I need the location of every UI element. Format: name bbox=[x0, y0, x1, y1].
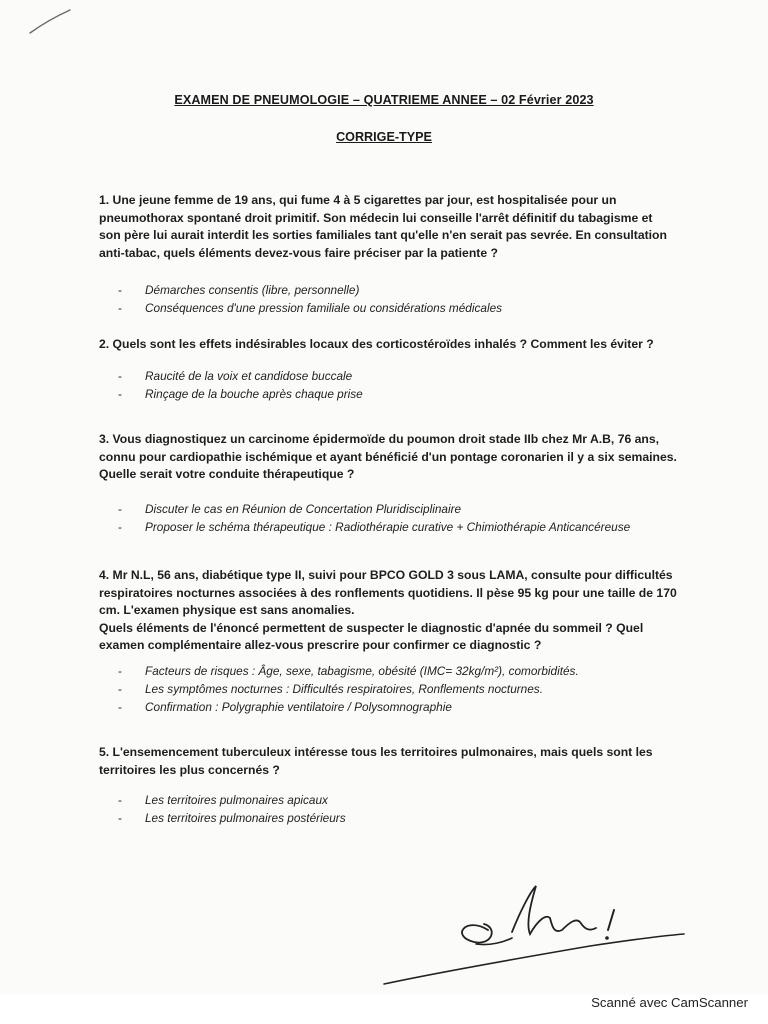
bullet-dash: - bbox=[118, 387, 122, 401]
question-line: 5. L'ensemencement tuberculeux intéresse tous les territoires pulmonaires, mais quels sont les bbox=[99, 745, 653, 759]
question-5 bbox=[99, 744, 684, 779]
bullet-dash: - bbox=[118, 369, 122, 383]
bullet-dash: - bbox=[118, 700, 122, 714]
question-line: 1. Une jeune femme de 19 ans, qui fume 4 à 5 cigarettes par jour, est hospitalisée pour un bbox=[99, 193, 617, 207]
question-line: territoires les plus concernés ? bbox=[99, 762, 280, 777]
bullet-dash: - bbox=[118, 682, 122, 696]
scanner-watermark: Scanné avec CamScanner bbox=[591, 995, 748, 1010]
answers-3 bbox=[118, 500, 630, 536]
question-line: pneumothorax spontané droit primitif. Son médecin lui conseille l'arrêt définitif du tabagisme et bbox=[99, 210, 653, 225]
question-line: 3. Vous diagnostiquez un carcinome épidermoïde du poumon droit stade IIb chez Mr A.B, 76 ans, bbox=[99, 432, 660, 446]
question-line: examen complémentaire allez-vous prescrire pour confirmer ce diagnostic ? bbox=[99, 638, 542, 652]
handwritten-signature bbox=[380, 872, 690, 992]
exam-title: EXAMEN DE PNEUMOLOGIE – QUATRIEME ANNEE – 02 Février 2023 bbox=[174, 93, 594, 107]
answers-4 bbox=[118, 662, 579, 716]
question-line: respiratoires nocturnes associées à des ronflements quotidiens. Il pèse 95 kg pour une taille de 170 bbox=[99, 585, 677, 600]
bullet-dash: - bbox=[118, 301, 122, 315]
answer-item: - Démarches consentis (libre, personnelle) bbox=[118, 283, 360, 297]
answer-item: - Les symptômes nocturnes : Difficultés respiratoires, Ronflements nocturnes. bbox=[118, 682, 543, 696]
bullet-dash: - bbox=[118, 520, 122, 534]
answers-1 bbox=[118, 281, 502, 317]
question-1 bbox=[99, 192, 684, 262]
answers-2 bbox=[118, 367, 363, 403]
answer-item: - Proposer le schéma thérapeutique : Radiothérapie curative + Chimiothérapie Anticancéreuse bbox=[118, 520, 631, 534]
question-3 bbox=[99, 431, 684, 484]
bullet-dash: - bbox=[118, 811, 122, 825]
answer-item: - Conséquences d'une pression familiale ou considérations médicales bbox=[118, 301, 503, 315]
answer-item: - Discuter le cas en Réunion de Concertation Pluridisciplinaire bbox=[118, 502, 462, 516]
bullet-dash: - bbox=[118, 502, 122, 516]
answer-item: - Confirmation : Polygraphie ventilatoire / Polysomnographie bbox=[118, 700, 452, 714]
question-line: Quelle serait votre conduite thérapeutique ? bbox=[99, 467, 355, 481]
exam-subtitle: CORRIGE-TYPE bbox=[336, 130, 432, 144]
question-line: 2. Quels sont les effets indésirables locaux des corticostéroïdes inhalés ? Comment les éviter ? bbox=[99, 337, 654, 351]
answer-item: - Les territoires pulmonaires apicaux bbox=[118, 793, 328, 807]
bullet-dash: - bbox=[118, 793, 122, 807]
answers-5 bbox=[118, 791, 346, 827]
answer-item: - Rinçage de la bouche après chaque prise bbox=[118, 387, 363, 401]
bullet-dash: - bbox=[118, 664, 122, 678]
answer-item: - Les territoires pulmonaires postérieurs bbox=[118, 811, 346, 825]
question-line: cm. L'examen physique est sans anomalies. bbox=[99, 603, 355, 617]
bullet-dash: - bbox=[118, 283, 122, 297]
answer-item: - Raucité de la voix et candidose buccale bbox=[118, 369, 353, 383]
answer-item: - Facteurs de risques : Âge, sexe, tabagisme, obésité (IMC= 32kg/m²), comorbidités. bbox=[118, 664, 579, 678]
question-line: son père lui aurait interdit les sorties familiales tant qu'elle n'en serait pas sevrée. En consultation bbox=[99, 228, 667, 242]
question-2 bbox=[99, 336, 684, 354]
question-4 bbox=[99, 567, 684, 655]
question-line: connu pour cardiopathie ischémique et ayant bénéficié d'un pontage coronarien il y a six semaines. bbox=[99, 449, 677, 464]
pen-stroke-mark bbox=[28, 6, 72, 36]
question-line: Quels éléments de l'énoncé permettent de suspecter le diagnostic d'apnée du sommeil ? Quel bbox=[99, 620, 644, 635]
question-line: anti-tabac, quels éléments devez-vous faire préciser par la patiente ? bbox=[99, 245, 498, 260]
question-line: 4. Mr N.L, 56 ans, diabétique type II, suivi pour BPCO GOLD 3 sous LAMA, consulte pour difficultés bbox=[99, 568, 673, 582]
